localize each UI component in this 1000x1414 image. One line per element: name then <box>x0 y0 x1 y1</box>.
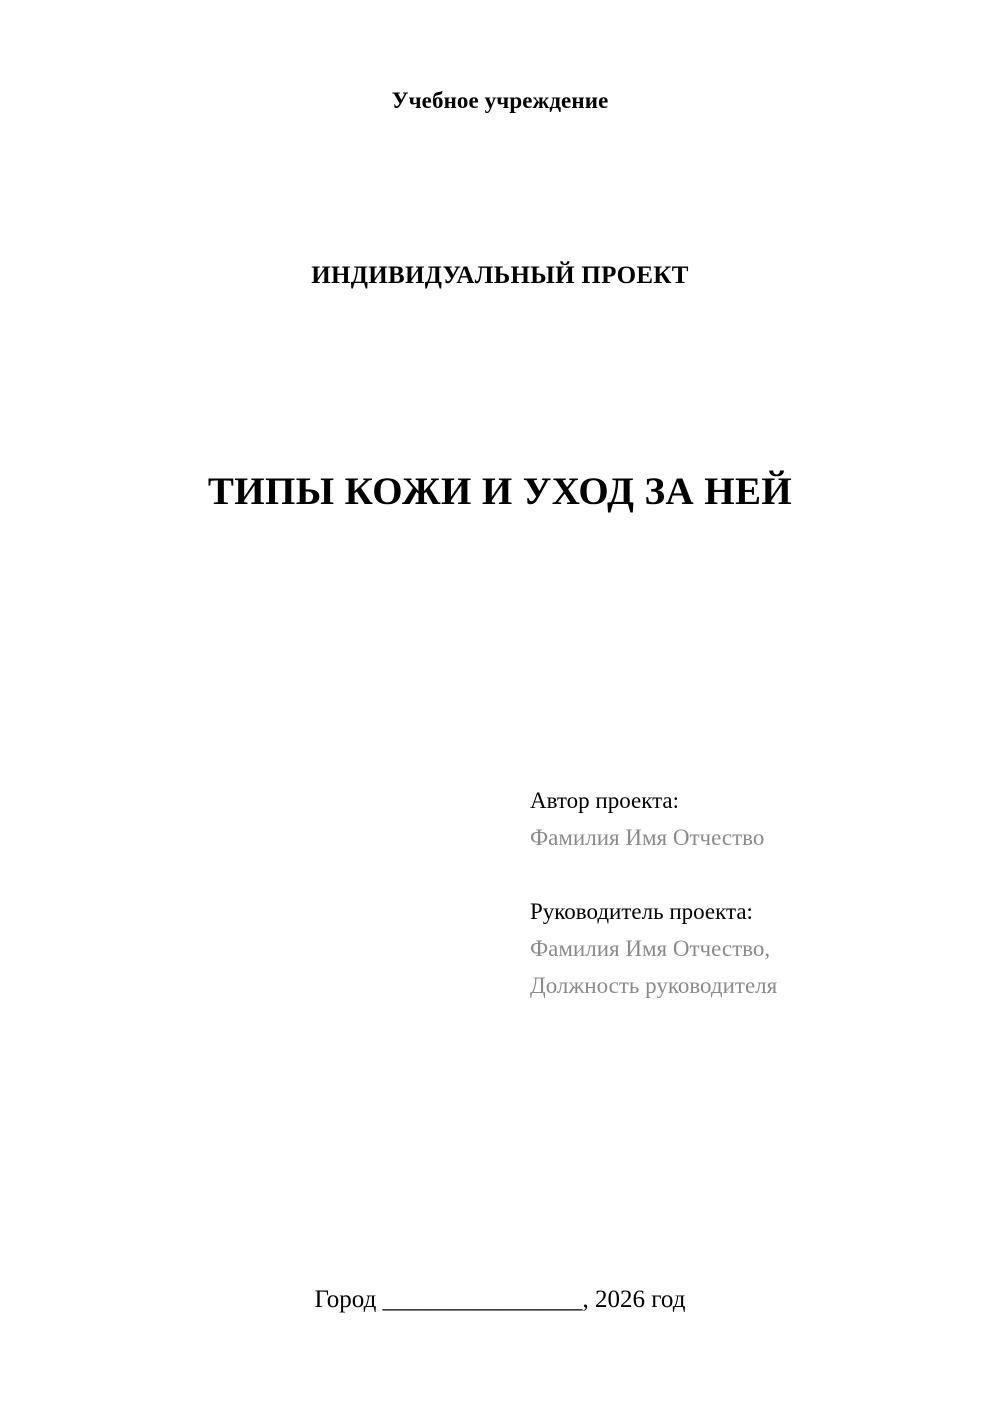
page-title: ТИПЫ КОЖИ И УХОД ЗА НЕЙ <box>207 470 793 514</box>
footer-city-year: Город ________________, 2026 год <box>314 1286 686 1313</box>
supervisor-value-line-2: Должность руководителя <box>530 973 778 998</box>
authors-spacer <box>530 857 950 893</box>
authors-block <box>530 782 950 1004</box>
institution-name: Учебное учреждение <box>391 88 609 113</box>
author-value: Фамилия Имя Отчество <box>530 825 765 851</box>
author-label: Автор проекта: <box>530 788 679 813</box>
supervisor-value-line-1: Фамилия Имя Отчество, <box>530 935 771 961</box>
document-type: ИНДИВИДУАЛЬНЫЙ ПРОЕКТ <box>311 262 689 289</box>
supervisor-label: Руководитель проекта: <box>530 898 753 924</box>
